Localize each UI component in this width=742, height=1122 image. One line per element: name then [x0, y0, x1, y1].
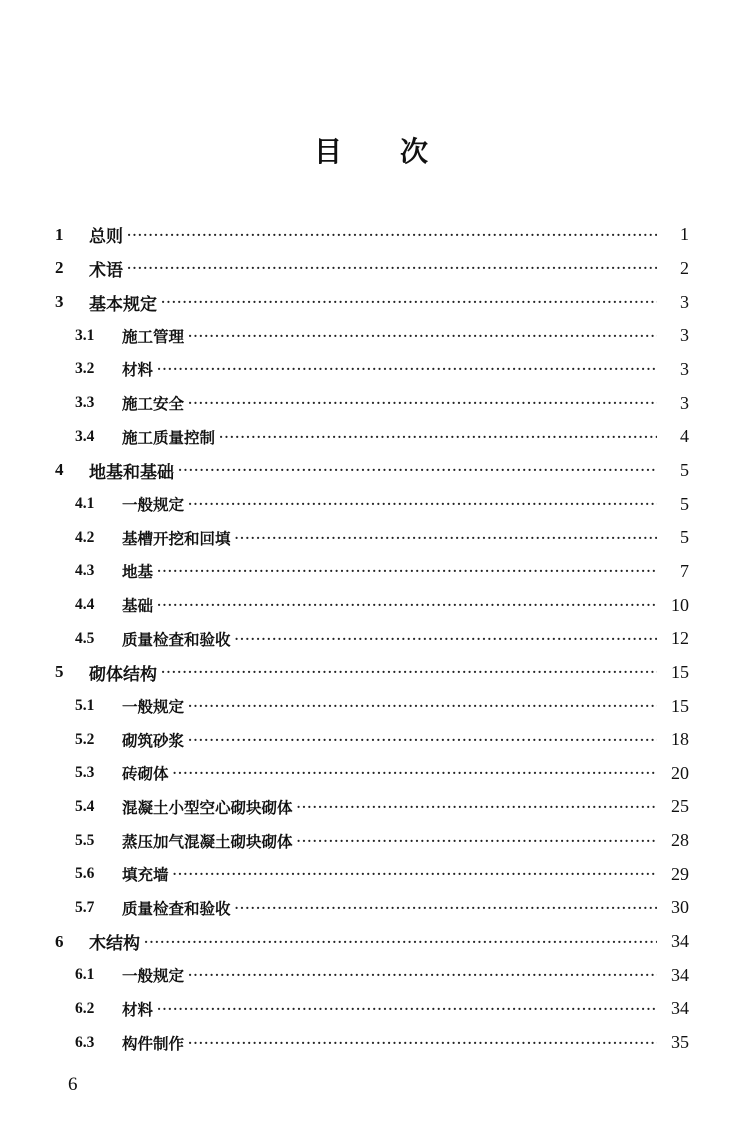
toc-entry-number: 6.3 [75, 1033, 95, 1051]
toc-entry-page: 4 [680, 426, 689, 447]
toc-entry-page: 3 [680, 358, 689, 379]
toc-entry[interactable] [55, 252, 689, 286]
toc-entry[interactable] [55, 588, 689, 622]
dot-leader [157, 1002, 657, 1016]
toc-entry-page: 5 [680, 459, 689, 480]
toc-entry-label: 施工管理 [122, 326, 185, 346]
toc-entry[interactable] [55, 891, 689, 925]
toc-entry-number: 4.3 [75, 562, 95, 580]
dot-leader [188, 497, 657, 511]
dot-leader [144, 935, 657, 949]
toc-entry-number: 4.4 [75, 596, 95, 614]
toc-entry-number: 6 [55, 931, 64, 951]
toc-entry[interactable] [55, 925, 689, 959]
toc-entry-page: 30 [671, 897, 689, 918]
toc-entry[interactable] [55, 521, 689, 555]
toc-entry-number: 2 [55, 258, 64, 278]
dot-leader [219, 430, 657, 444]
dot-leader [157, 564, 657, 578]
dot-leader [173, 766, 657, 780]
toc-entry-number: 3 [55, 292, 64, 312]
toc-entry-number: 3.1 [75, 326, 95, 344]
toc-entry-page: 3 [680, 291, 689, 312]
toc-entry-page: 34 [671, 931, 689, 952]
toc-entry-page: 5 [680, 527, 689, 548]
toc-entry-page: 34 [671, 964, 689, 985]
toc-entry[interactable] [55, 555, 689, 589]
page-title [0, 130, 742, 170]
toc-entry-page: 18 [671, 729, 689, 750]
toc-entry-page: 10 [671, 594, 689, 615]
dot-leader [127, 228, 657, 242]
toc-entry-page: 15 [671, 695, 689, 716]
toc-entry-number: 3.3 [75, 394, 95, 412]
toc-entry-label: 砌体结构 [89, 664, 157, 685]
toc-entry-page: 29 [671, 863, 689, 884]
toc-entry-label: 总则 [89, 227, 123, 248]
dot-leader [127, 261, 657, 275]
dot-leader [188, 699, 657, 713]
toc-entry-number: 6.2 [75, 999, 95, 1017]
toc-entry[interactable] [55, 1026, 689, 1060]
toc-entry-number: 4.5 [75, 629, 95, 647]
toc-entry[interactable] [55, 285, 689, 319]
toc-entry[interactable] [55, 689, 689, 723]
toc-entry-page: 25 [671, 796, 689, 817]
toc-entry[interactable] [55, 353, 689, 387]
toc-entry-page: 3 [680, 392, 689, 413]
dot-leader [188, 968, 657, 982]
toc-entry-page: 20 [671, 762, 689, 783]
toc-entry-label: 砖砌体 [122, 764, 169, 784]
toc-entry[interactable] [55, 824, 689, 858]
toc-entry-label: 质量检查和验收 [122, 898, 231, 918]
toc-entry-number: 5.4 [75, 797, 95, 815]
dot-leader [188, 733, 657, 747]
toc-entry-label: 一般规定 [122, 495, 185, 515]
dot-leader [235, 632, 657, 646]
toc-entry-label: 施工安全 [122, 394, 185, 414]
dot-leader [178, 463, 657, 477]
toc-entry[interactable] [55, 723, 689, 757]
dot-leader [297, 800, 657, 814]
toc-entry-label: 材料 [122, 999, 154, 1019]
toc-entry-number: 5.5 [75, 831, 95, 849]
dot-leader [157, 598, 657, 612]
dot-leader [188, 396, 657, 410]
toc-entry-label: 砌筑砂浆 [122, 730, 185, 750]
toc-entry-page: 1 [680, 224, 689, 245]
dot-leader [188, 1036, 657, 1050]
toc-entry[interactable] [55, 757, 689, 791]
toc-entry-page: 3 [680, 325, 689, 346]
toc-entry-number: 4 [55, 460, 64, 480]
toc-entry[interactable] [55, 218, 689, 252]
dot-leader [157, 362, 657, 376]
toc-entry[interactable] [55, 487, 689, 521]
toc-entry-number: 5.1 [75, 697, 95, 715]
toc-entry-number: 5.3 [75, 764, 95, 782]
toc-entry-label: 构件制作 [122, 1033, 185, 1053]
toc-entry[interactable] [55, 857, 689, 891]
dot-leader [161, 665, 657, 679]
toc-entry[interactable] [55, 992, 689, 1026]
table-of-contents [55, 218, 689, 1059]
toc-entry-label: 混凝土小型空心砌块砌体 [122, 797, 293, 817]
toc-entry-label: 基本规定 [89, 294, 157, 315]
toc-entry[interactable] [55, 790, 689, 824]
toc-entry[interactable] [55, 958, 689, 992]
toc-entry[interactable] [55, 386, 689, 420]
toc-entry-number: 3.2 [75, 360, 95, 378]
toc-entry-label: 术语 [89, 260, 123, 281]
toc-entry-page: 12 [671, 628, 689, 649]
toc-entry-page: 15 [671, 661, 689, 682]
page-number: 6 [68, 1074, 78, 1095]
toc-entry-number: 1 [55, 224, 64, 244]
toc-entry-label: 地基 [122, 562, 154, 582]
title-char-1: 目 [314, 135, 343, 168]
toc-entry-label: 一般规定 [122, 966, 185, 986]
dot-leader [161, 295, 657, 309]
toc-entry-page: 35 [671, 1032, 689, 1053]
toc-entry-label: 一般规定 [122, 697, 185, 717]
toc-entry[interactable] [55, 622, 689, 656]
dot-leader [173, 867, 657, 881]
toc-entry-label: 地基和基础 [89, 462, 174, 483]
toc-entry-page: 5 [680, 493, 689, 514]
toc-entry[interactable] [55, 454, 689, 488]
toc-entry-page: 7 [680, 560, 689, 581]
toc-entry-number: 5.6 [75, 865, 95, 883]
toc-entry-number: 5.7 [75, 898, 95, 916]
toc-entry-label: 施工质量控制 [122, 427, 216, 447]
toc-entry-number: 3.4 [75, 427, 95, 445]
toc-entry-number: 5.2 [75, 730, 95, 748]
toc-entry-label: 木结构 [89, 934, 140, 955]
toc-entry-number: 4.1 [75, 495, 95, 513]
toc-entry-label: 蒸压加气混凝土砌块砌体 [122, 831, 293, 851]
toc-entry-number: 4.2 [75, 528, 95, 546]
dot-leader [297, 834, 657, 848]
toc-entry[interactable] [55, 420, 689, 454]
dot-leader [188, 329, 657, 343]
toc-entry[interactable] [55, 656, 689, 690]
toc-entry-number: 6.1 [75, 966, 95, 984]
toc-entry[interactable] [55, 319, 689, 353]
toc-entry-page: 34 [671, 998, 689, 1019]
toc-entry-number: 5 [55, 662, 64, 682]
dot-leader [235, 901, 657, 915]
toc-entry-label: 基槽开挖和回填 [122, 528, 231, 548]
toc-entry-page: 2 [680, 257, 689, 278]
toc-entry-label: 基础 [122, 596, 154, 616]
toc-entry-label: 材料 [122, 360, 154, 380]
title-char-2: 次 [400, 135, 429, 168]
toc-entry-page: 28 [671, 830, 689, 851]
toc-entry-label: 质量检查和验收 [122, 629, 231, 649]
dot-leader [235, 531, 657, 545]
toc-entry-label: 填充墙 [122, 865, 169, 885]
